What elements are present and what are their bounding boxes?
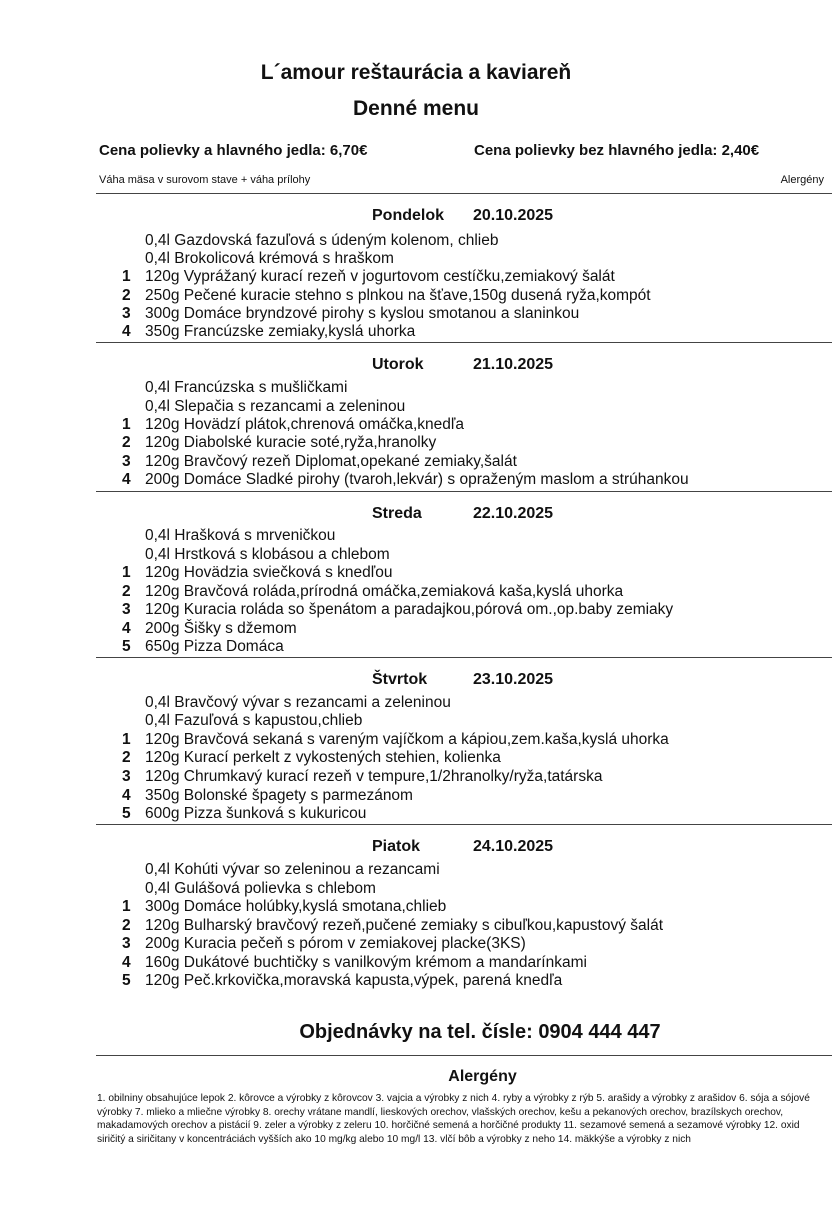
day-name: Pondelok — [372, 207, 445, 224]
main-item: 600g Pizza šunková s kukuricou — [145, 805, 367, 822]
main-number: 4 — [122, 323, 131, 340]
soup-item: 0,4l Hrašková s mrveničkou — [145, 527, 336, 544]
divider — [96, 342, 832, 343]
divider — [96, 193, 832, 194]
soup-item: 0,4l Gulášová polievka s chlebom — [145, 880, 376, 897]
main-number: 4 — [122, 471, 131, 488]
divider — [96, 824, 832, 825]
main-item: 120g Kuracia roláda so špenátom a paradajkou,pórová om.,op.baby zemiaky — [145, 601, 674, 618]
main-number: 1 — [122, 898, 131, 915]
day-date: 21.10.2025 — [473, 356, 554, 373]
main-item: 120g Bravčový rezeň Diplomat,opekané zemiaky,šalát — [145, 453, 517, 470]
main-item: 120g Bravčová roláda,prírodná omáčka,zemiaková kaša,kyslá uhorka — [145, 583, 624, 600]
main-item: 300g Domáce bryndzové pirohy s kyslou smotanou a slaninkou — [145, 305, 580, 322]
main-number: 3 — [122, 601, 131, 618]
soup-item: 0,4l Slepačia s rezancami a zeleninou — [145, 398, 406, 415]
soup-item: 0,4l Bravčový vývar s rezancami a zeleninou — [145, 694, 451, 711]
main-item: 200g Kuracia pečeň s pórom v zemiakovej placke(3KS) — [145, 935, 526, 952]
divider — [96, 657, 832, 658]
main-number: 1 — [122, 564, 131, 581]
main-number: 1 — [122, 731, 131, 748]
divider — [96, 1055, 832, 1056]
day-name: Piatok — [372, 838, 421, 855]
main-item: 650g Pizza Domáca — [145, 638, 284, 655]
main-item: 120g Bulharský bravčový rezeň,pučené zemiaky s cibuľkou,kapustový šalát — [145, 917, 664, 934]
main-number: 3 — [122, 768, 131, 785]
main-item: 200g Domáce Sladké pirohy (tvaroh,lekvár) s opraženým maslom a strúhankou — [145, 471, 689, 488]
soup-item: 0,4l Hrstková s klobásou a chlebom — [145, 546, 390, 563]
main-number: 2 — [122, 749, 131, 766]
allergens-title: Alergény — [448, 1068, 517, 1085]
main-number: 2 — [122, 583, 131, 600]
day-name: Štvrtok — [372, 671, 428, 688]
divider — [96, 491, 832, 492]
main-item: 300g Domáce holúbky,kyslá smotana,chlieb — [145, 898, 447, 915]
day-name: Utorok — [372, 356, 424, 373]
main-item: 160g Dukátové buchtičky s vanilkovým krémom a mandarínkami — [145, 954, 587, 971]
main-number: 4 — [122, 620, 131, 637]
main-item: 200g Šišky s džemom — [145, 620, 297, 637]
day-name: Streda — [372, 505, 422, 522]
main-number: 3 — [122, 453, 131, 470]
main-number: 2 — [122, 434, 131, 451]
day-date: 24.10.2025 — [473, 838, 554, 855]
main-number: 1 — [122, 416, 131, 433]
soup-item: 0,4l Francúzska s mušličkami — [145, 379, 348, 396]
main-item: 120g Kurací perkelt z vykostených stehien, kolienka — [145, 749, 501, 766]
main-item: 120g Vyprážaný kurací rezeň v jogurtovom cestíčku,zemiakový šalát — [145, 268, 615, 285]
day-date: 23.10.2025 — [473, 671, 554, 688]
main-number: 2 — [122, 917, 131, 934]
day-date: 22.10.2025 — [473, 505, 554, 522]
price-without-main: Cena polievky bez hlavného jedla: 2,40€ — [474, 142, 760, 159]
price-with-main: Cena polievky a hlavného jedla: 6,70€ — [99, 142, 368, 159]
main-item: 120g Bravčová sekaná s vareným vajíčkom a kápiou,zem.kaša,kyslá uhorka — [145, 731, 669, 748]
soup-item: 0,4l Brokolicová krémová s hraškom — [145, 250, 394, 267]
main-number: 2 — [122, 287, 131, 304]
main-item: 350g Bolonské špagety s parmezánom — [145, 787, 413, 804]
main-number: 4 — [122, 954, 131, 971]
page-subtitle: Denné menu — [352, 97, 480, 120]
main-number: 4 — [122, 787, 131, 804]
main-item: 120g Peč.krkovička,moravská kapusta,výpek, parená knedľa — [145, 972, 563, 989]
allergens-column-label: Alergény — [780, 174, 824, 186]
main-item: 250g Pečené kuracie stehno s plnkou na šťave,150g dusená ryža,kompót — [145, 287, 651, 304]
main-item: 350g Francúzske zemiaky,kyslá uhorka — [145, 323, 416, 340]
weight-note: Váha mäsa v surovom stave + váha prílohy — [99, 174, 311, 186]
day-date: 20.10.2025 — [473, 207, 554, 224]
soup-item: 0,4l Fazuľová s kapustou,chlieb — [145, 712, 363, 729]
main-number: 1 — [122, 268, 131, 285]
page-title: L´amour reštaurácia a kaviareň — [260, 61, 572, 84]
main-item: 120g Diabolské kuracie soté,ryža,hranolky — [145, 434, 437, 451]
order-phone: Objednávky na tel. čísle: 0904 444 447 — [299, 1021, 661, 1043]
main-number: 5 — [122, 638, 131, 655]
main-number: 3 — [122, 305, 131, 322]
soup-item: 0,4l Kohúti vývar so zeleninou a rezancami — [145, 861, 440, 878]
main-item: 120g Chrumkavý kurací rezeň v tempure,1/2hranolky/ryža,tatárska — [145, 768, 603, 785]
main-number: 5 — [122, 972, 131, 989]
main-item: 120g Hovädzí plátok,chrenová omáčka,knedľa — [145, 416, 465, 433]
main-number: 3 — [122, 935, 131, 952]
allergens-list: 1. obilniny obsahujúce lepok 2. kôrovce a výrobky z kôrovcov 3. vajcia a výrobky z nich 4. ryby a výrobky z rýb 5. arašidy a výrobky z arašidov 6. sója a sójové výrobky 7. mlieko a mliečne výrobky 8. orechy vrátane mandlí, lieskových orechov, vlašských orechov, kešu a pekanových orechov, brazílskych orechov, makadamových orechov a pistácií 9. zeler a výrobky z zeleru 10. horčičné semená a horčičné produkty 11. sezamové semená a sezamové výrobky 12. oxid siričitý a siričitany v koncentráciách vyšších ako 10 mg/kg alebo 10 mg/l 13. vlčí bôb a výrobky z neho 14. mäkkýše a výrobky z nich — [97, 1093, 810, 1145]
main-number: 5 — [122, 805, 131, 822]
main-item: 120g Hovädzia sviečková s knedľou — [145, 564, 393, 581]
soup-item: 0,4l Gazdovská fazuľová s údeným kolenom, chlieb — [145, 232, 499, 249]
